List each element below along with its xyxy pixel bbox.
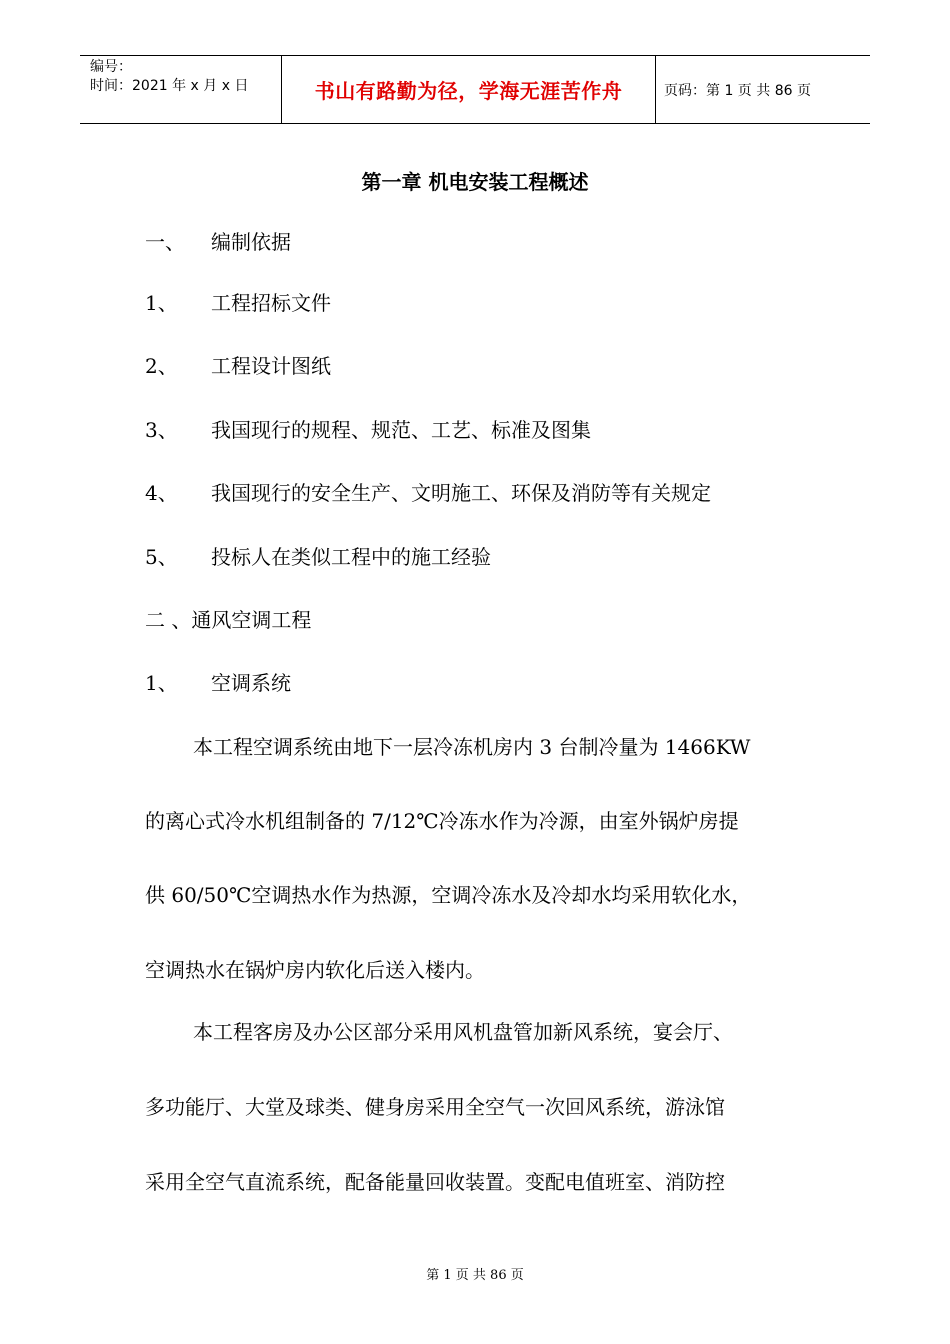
section-number: 一、 [145, 230, 185, 254]
list-item-text: 投标人在类似工程中的施工经验 [211, 545, 491, 569]
subsection-heading [145, 671, 291, 695]
list-item-number: 3、 [145, 418, 178, 442]
section-heading-2: 二 、通风空调工程 [145, 608, 312, 632]
list-item-text: 我国现行的安全生产、文明施工、环保及消防等有关规定 [211, 481, 711, 505]
paragraph-line: 供 60/50℃空调热水作为热源，空调冷冻水及冷却水均采用软化水， [145, 883, 752, 907]
paragraph-line: 多功能厅、大堂及球类、健身房采用全空气一次回风系统，游泳馆 [145, 1095, 725, 1119]
list-item [145, 418, 591, 442]
number-label: 编号： [90, 59, 132, 75]
list-item [145, 545, 491, 569]
subsection-number: 1、 [145, 671, 178, 695]
page-footer: 第 1 页 共 86 页 [426, 1268, 524, 1283]
paragraph-line: 本工程客房及办公区部分采用风机盘管加新风系统，宴会厅、 [193, 1020, 733, 1044]
header-page-info: 页码：第 1 页 共 86 页 [664, 82, 811, 99]
list-item-text: 我国现行的规程、规范、工艺、标准及图集 [211, 418, 591, 442]
paragraph-line: 空调热水在锅炉房内软化后送入楼内。 [145, 958, 485, 982]
list-item [145, 481, 711, 505]
paragraph-line: 的离心式冷水机组制备的 7/12℃冷冻水作为冷源，由室外锅炉房提 [145, 809, 739, 833]
chapter-title: 第一章 机电安装工程概述 [361, 170, 589, 194]
paragraph-line: 本工程空调系统由地下一层冷冻机房内 3 台制冷量为 1466KW [193, 735, 751, 759]
list-item-text: 工程设计图纸 [211, 354, 331, 378]
list-item-number: 5、 [145, 545, 178, 569]
header-motto: 书山有路勤为径，学海无涯苦作舟 [281, 56, 656, 123]
list-item-number: 1、 [145, 291, 178, 315]
list-item [145, 354, 331, 378]
list-item-number: 2、 [145, 354, 178, 378]
paragraph-line: 采用全空气直流系统，配备能量回收装置。变配电值班室、消防控 [145, 1170, 725, 1194]
subsection-title: 空调系统 [211, 671, 291, 695]
header-meta [90, 58, 280, 96]
list-item-text: 工程招标文件 [211, 291, 331, 315]
section-heading-1 [145, 230, 291, 254]
time-label: 时间：2021 年 x 月 x 日 [90, 78, 249, 94]
list-item [145, 291, 331, 315]
page-header [80, 55, 870, 124]
list-item-number: 4、 [145, 481, 178, 505]
section-title: 编制依据 [211, 230, 291, 254]
